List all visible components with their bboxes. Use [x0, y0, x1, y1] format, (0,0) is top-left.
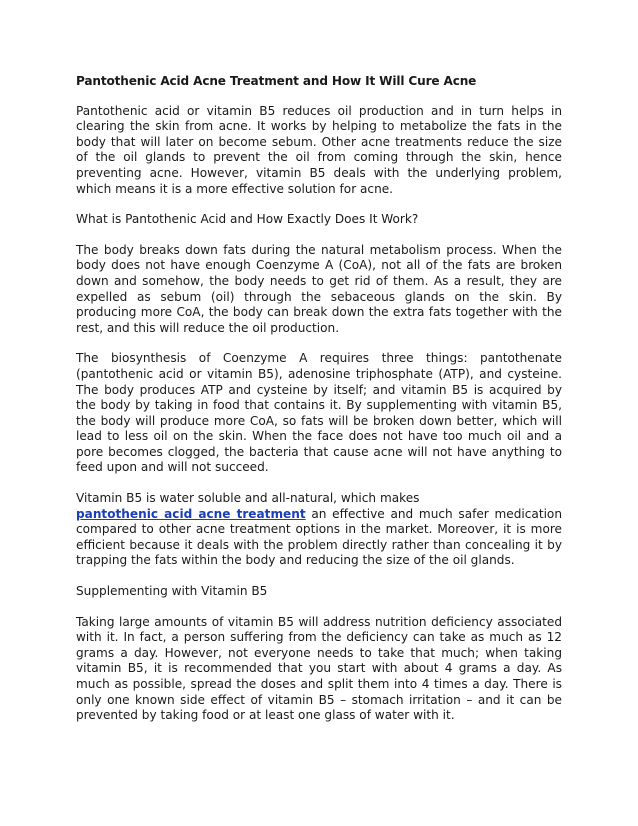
- pantothenic-acid-acne-treatment-link[interactable]: pantothenic acid acne treatment: [76, 506, 306, 521]
- document-title: Pantothenic Acid Acne Treatment and How It Will Cure Acne: [76, 74, 477, 88]
- supplementing-paragraph: Taking large amounts of vitamin B5 will address nutrition deficiency associated with it. In fact, a person suffering from the deficiency can take as much as 12 grams a day. However, not everyone needs to take that much; when taking vitamin B5, it is recommended that you start with about 4 grams a day. As much as possible, spread the doses and split them into 4 times a day. There is only one known side effect of vitamin B5 – stomach irritation – and it can be prevented by taking food or at least one glass of water with it.: [76, 614, 562, 723]
- water-soluble-paragraph-start: Vitamin B5 is water soluble and all-natural, which makes: [76, 491, 420, 506]
- section-heading-what-is: What is Pantothenic Acid and How Exactly Does It Work?: [76, 212, 419, 227]
- water-soluble-paragraph: [76, 491, 562, 569]
- document-page: [76, 74, 562, 739]
- metabolism-paragraph: The body breaks down fats during the natural metabolism process. When the body does not have enough Coenzyme A (CoA), not all of the fats are broken down and somehow, the body needs to get rid of them. As a result, they are expelled as sebum (oil) through the sebaceous glands on the skin. By producing more CoA, the body can break down the extra fats together with the rest, and this will reduce the oil production.: [76, 242, 562, 335]
- water-soluble-paragraph-end: an effective and much safer medication compared to other acne treatment options in the market. Moreover, it is more efficient because it deals with the problem directly rather than concealing it by trapping the fats within the body and reducing the size of the oil glands.: [76, 506, 562, 568]
- section-heading-supplementing: Supplementing with Vitamin B5: [76, 584, 268, 599]
- biosynthesis-paragraph: The biosynthesis of Coenzyme A requires three things: pantothenate (pantothenic acid or vitamin B5), adenosine triphosphate (ATP), and cysteine. The body produces ATP and cysteine by itself; and vitamin B5 is acquired by the body by taking in food that contains it. By supplementing with vitamin B5, the body will produce more CoA, so fats will be broken down better, which will lead to less oil on the skin. When the face does not have too much oil and a pore becomes clogged, the bacteria that cause acne will not have anything to feed upon and will not succeed.: [76, 351, 562, 475]
- intro-paragraph: Pantothenic acid or vitamin B5 reduces oil production and in turn helps in clearing the skin from acne. It works by helping to metabolize the fats in the body that will later on become sebum. Other acne treatments reduce the size of the oil glands to prevent the oil from coming through the skin, hence preventing acne. However, vitamin B5 deals with the underlying problem, which means it is a more effective solution for acne.: [76, 103, 562, 196]
